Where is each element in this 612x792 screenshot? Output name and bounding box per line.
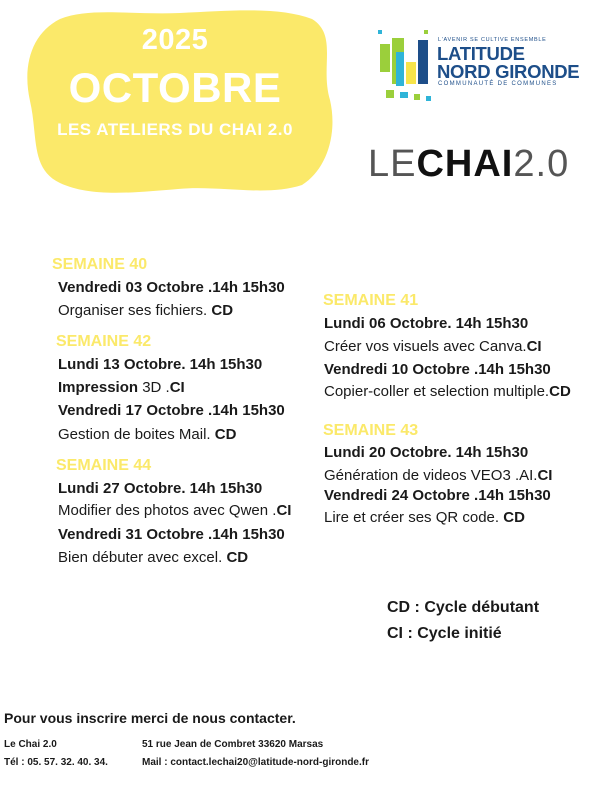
lnd-subline: COMMUNAUTÉ DE COMMUNES	[438, 81, 558, 87]
event-label	[58, 426, 236, 443]
footer-name: Le Chai 2.0	[4, 739, 57, 750]
week-title: SEMAINE 40	[52, 256, 148, 273]
event-text-bold: Impression	[58, 379, 139, 396]
week-title: SEMAINE 42	[56, 333, 152, 350]
footer-heading: Pour vous inscrire merci de nous contacter.	[4, 710, 296, 726]
header-subtitle: LES ATELIERS DU CHAI 2.0	[57, 120, 293, 139]
event-date: Vendredi 24 Octobre .14h 15h30	[324, 487, 551, 504]
event-text: 3D .	[138, 379, 170, 396]
event-code: CD	[211, 302, 234, 319]
le-chai-logo-part2: CHAI	[416, 143, 514, 185]
week-title: SEMAINE 43	[323, 422, 419, 439]
le-chai-logo	[368, 143, 569, 186]
event-date: Lundi 13 Octobre. 14h 15h30	[58, 356, 263, 373]
event-text: Copier-coller et selection multiple.	[324, 383, 550, 400]
le-chai-logo-part1: LE	[368, 143, 417, 185]
event-date: Vendredi 03 Octobre .14h 15h30	[58, 279, 285, 296]
event-code: CD	[214, 426, 237, 443]
event-code: CD	[226, 549, 249, 566]
event-code: CI	[276, 502, 292, 519]
event-label	[324, 467, 552, 484]
event-text: Organiser ses fichiers.	[58, 302, 208, 319]
event-code: CI	[537, 467, 553, 484]
event-text: Lire et créer ses QR code.	[324, 509, 500, 526]
footer-phone: Tél : 05. 57. 32. 40. 34.	[4, 757, 108, 768]
legend-cd: CD : Cycle débutant	[387, 599, 540, 616]
event-date: Vendredi 31 Octobre .14h 15h30	[58, 526, 285, 543]
event-label	[324, 338, 542, 355]
header-year: 2025	[141, 24, 209, 56]
event-text: Créer vos visuels avec Canva.	[324, 338, 527, 355]
event-label	[324, 509, 525, 526]
event-date: Vendredi 10 Octobre .14h 15h30	[324, 361, 551, 378]
header-month: OCTOBRE	[68, 64, 282, 111]
lnd-title-1: LATITUDE	[437, 43, 525, 64]
event-text: Modifier des photos avec Qwen .	[58, 502, 277, 519]
week-title: SEMAINE 44	[56, 457, 152, 474]
event-label	[58, 379, 185, 396]
event-label	[58, 302, 233, 319]
event-label	[58, 502, 291, 519]
legend-ci: CI : Cycle initié	[387, 625, 502, 642]
week-title: SEMAINE 41	[323, 292, 419, 309]
event-date: Vendredi 17 Octobre .14h 15h30	[58, 402, 285, 419]
event-code: CI	[526, 338, 542, 355]
event-date: Lundi 06 Octobre. 14h 15h30	[324, 315, 529, 332]
event-date: Lundi 20 Octobre. 14h 15h30	[324, 444, 529, 461]
event-code: CI	[169, 379, 185, 396]
event-date: Lundi 27 Octobre. 14h 15h30	[58, 480, 263, 497]
event-code: CD	[549, 383, 571, 400]
le-chai-logo-part3: 2.0	[513, 143, 570, 185]
event-code: CD	[503, 509, 525, 526]
footer-address: 51 rue Jean de Combret 33620 Marsas	[142, 739, 324, 750]
lnd-tagline: L'AVENIR SE CULTIVE ENSEMBLE	[438, 37, 547, 43]
event-label	[58, 549, 248, 566]
footer-mail[interactable]: Mail : contact.lechai20@latitude-nord-gironde.fr	[142, 757, 369, 768]
event-text: Bien débuter avec excel.	[58, 549, 223, 566]
event-label	[324, 383, 571, 400]
event-text: Génération de videos VEO3 .AI.	[324, 467, 538, 484]
event-text: Gestion de boites Mail.	[58, 426, 211, 443]
lnd-title-2: NORD GIRONDE	[437, 61, 580, 82]
